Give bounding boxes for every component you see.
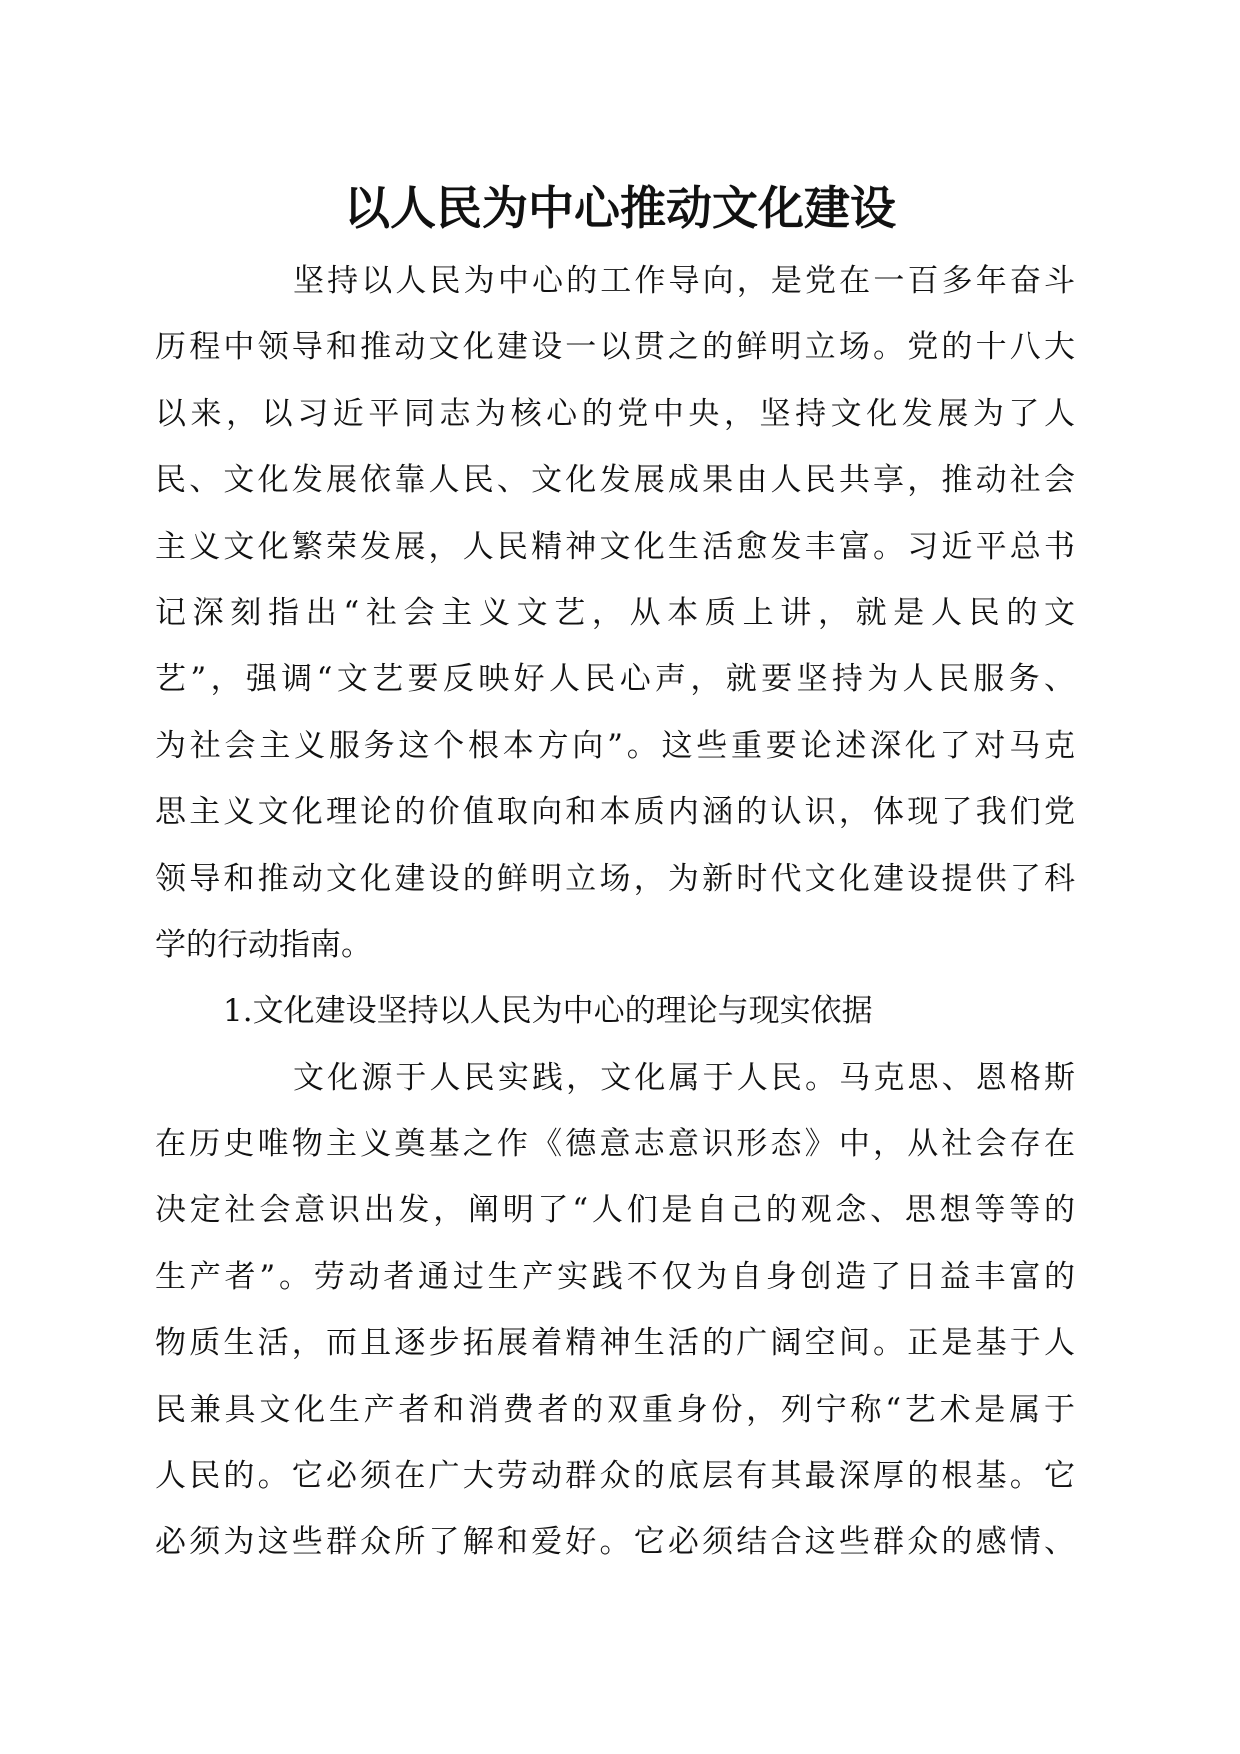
paragraph-line: 为社会主义服务这个根本方向”。这些重要论述深化了对马克: [155, 727, 1075, 764]
paragraph-line: 物质生活，而且逐步拓展着精神生活的广阔空间。正是基于人: [155, 1325, 1075, 1362]
paragraph-line: 主义文化繁荣发展，人民精神文化生活愈发丰富。习近平总书: [155, 528, 1075, 565]
paragraph-1: [155, 248, 1075, 978]
section-heading: 1.文化建设坚持以人民为中心的理论与现实依据: [223, 993, 873, 1030]
paragraph-line: 学的行动指南。: [155, 926, 372, 963]
paragraph-line: 民、文化发展依靠人民、文化发展成果由人民共享，推动社会: [155, 462, 1075, 499]
paragraph-line: 人民的。它必须在广大劳动群众的底层有其最深厚的根基。它: [155, 1458, 1075, 1495]
paragraph-line: 领导和推动文化建设的鲜明立场，为新时代文化建设提供了科: [155, 860, 1075, 897]
paragraph-line: 在历史唯物主义奠基之作《德意志意识形态》中，从社会存在: [155, 1126, 1075, 1163]
paragraph-line: 以来，以习近平同志为核心的党中央，坚持文化发展为了人: [155, 395, 1075, 432]
paragraph-2: [155, 1045, 1075, 1576]
paragraph-line: 民兼具文化生产者和消费者的双重身份，列宁称“艺术是属于: [155, 1391, 1075, 1428]
document-body: [155, 248, 1075, 1576]
paragraph-line: 决定社会意识出发，阐明了“人们是自己的观念、思想等等的: [155, 1192, 1075, 1229]
paragraph-line: 文化源于人民实践，文化属于人民。马克思、恩格斯: [293, 1059, 1075, 1096]
paragraph-line: 必须为这些群众所了解和爱好。它必须结合这些群众的感情、: [155, 1524, 1075, 1561]
paragraph-line: 记深刻指出“社会主义文艺，从本质上讲，就是人民的文: [155, 594, 1075, 631]
paragraph-line: 历程中领导和推动文化建设一以贯之的鲜明立场。党的十八大: [155, 329, 1075, 366]
document-title: 以人民为中心推动文化建设: [344, 181, 896, 235]
paragraph-line: 坚持以人民为中心的工作导向，是党在一百多年奋斗: [293, 263, 1075, 299]
paragraph-line: 艺”，强调“文艺要反映好人民心声，就要坚持为人民服务、: [155, 661, 1075, 698]
paragraph-line: 思主义文化理论的价值取向和本质内涵的认识，体现了我们党: [155, 794, 1075, 831]
paragraph-line: 生产者”。劳动者通过生产实践不仅为自身创造了日益丰富的: [155, 1258, 1075, 1295]
